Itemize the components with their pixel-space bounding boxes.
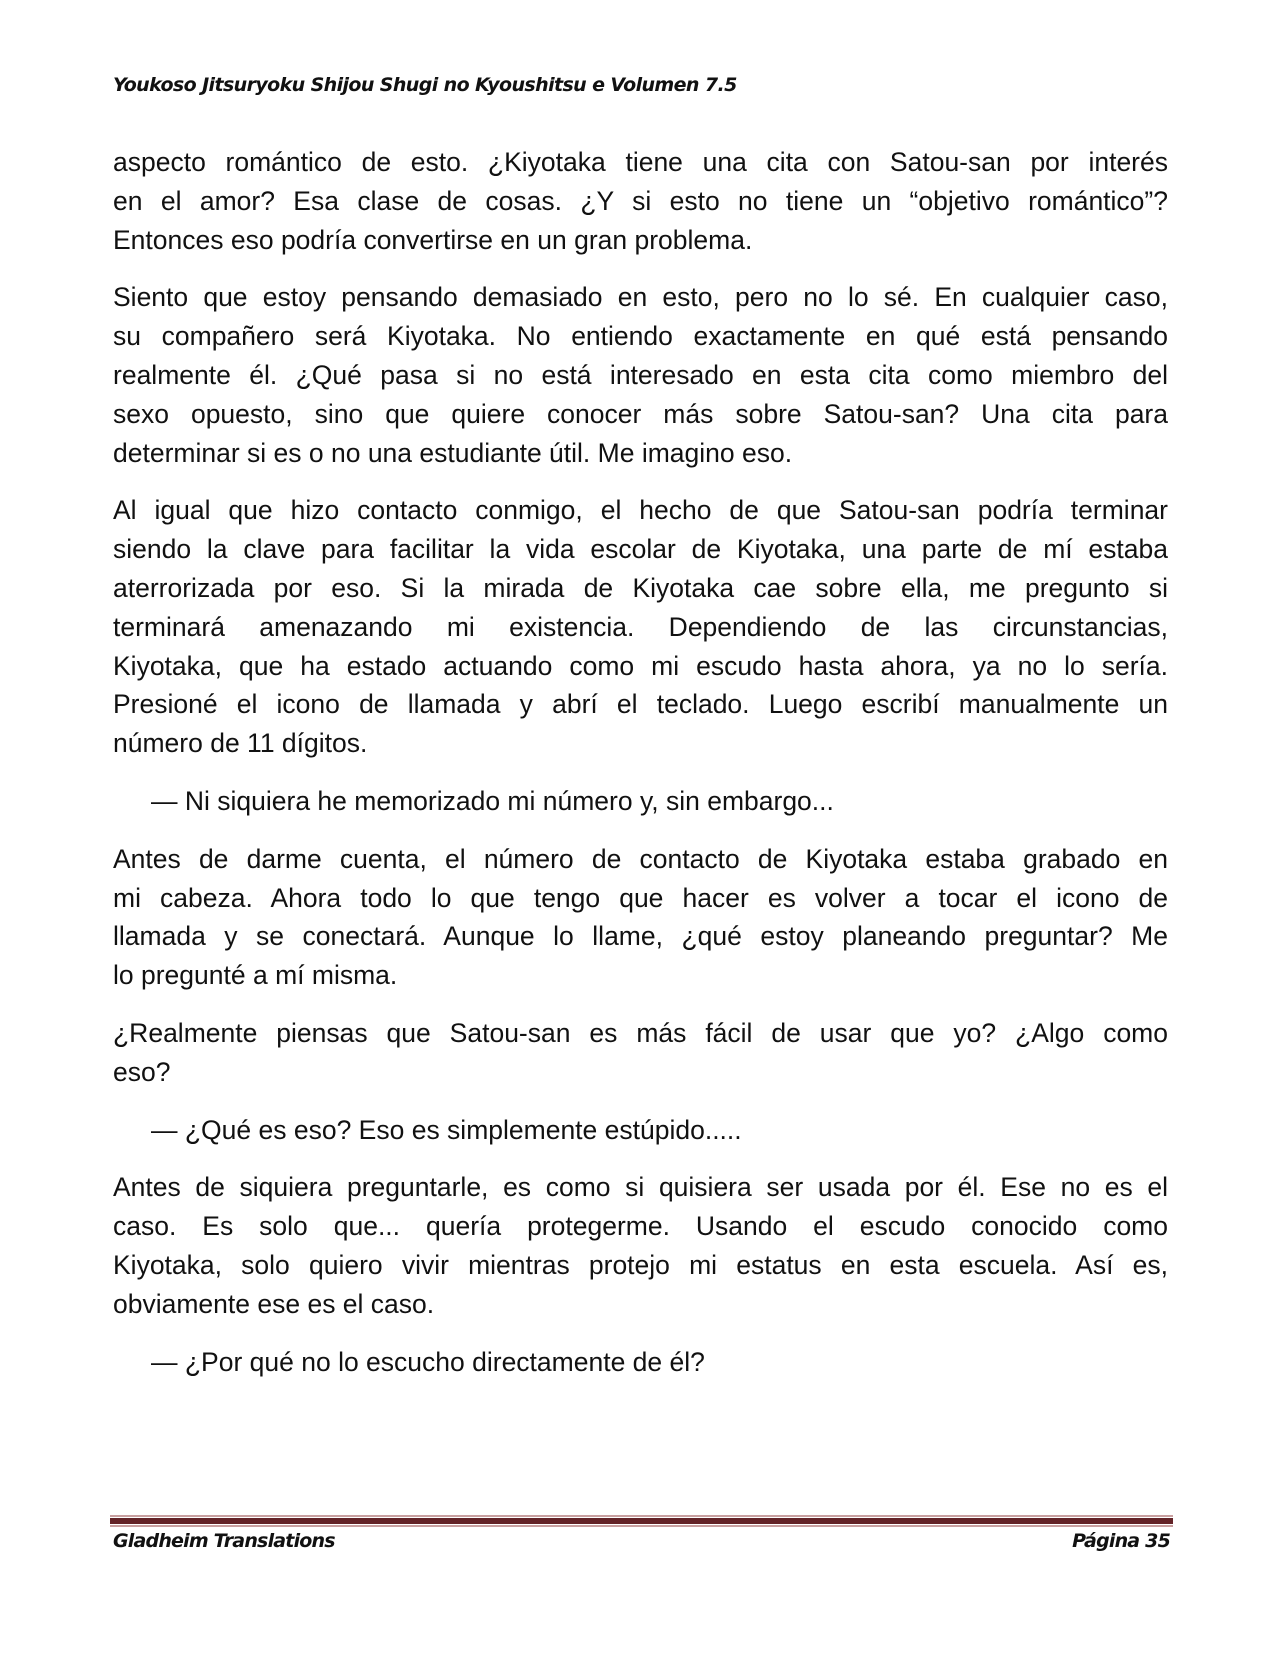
text-line: determinar si es o no una estudiante útil. Me imagino eso.: [113, 437, 793, 468]
text-line: — Ni siquiera he memorizado mi número y, sin embargo...: [151, 785, 834, 816]
text-line: Al igual que hizo contacto conmigo, el hecho de que Satou-san podría terminar: [113, 495, 1168, 526]
text-line: siendo la clave para facilitar la vida escolar de Kiyotaka, una parte de mí estaba: [113, 534, 1168, 565]
text-line: — ¿Por qué no lo escucho directamente de él?: [151, 1346, 705, 1377]
footer-publisher: Gladheim Translations: [113, 1530, 335, 1552]
text-line: llamada y se conectará. Aunque lo llame, ¿qué estoy planeando preguntar? Me: [113, 921, 1168, 952]
dialogue-line: [113, 782, 1168, 821]
paragraph: [113, 143, 1168, 259]
paragraph: [113, 840, 1168, 995]
text-line: ¿Realmente piensas que Satou-san es más fácil de usar que yo? ¿Algo como: [113, 1017, 1168, 1048]
text-line: aspecto romántico de esto. ¿Kiyotaka tiene una cita con Satou-san por interés: [113, 147, 1168, 177]
text-line: número de 11 dígitos.: [113, 728, 368, 759]
text-line: Presioné el icono de llamada y abrí el teclado. Luego escribí manualmente un: [113, 689, 1168, 720]
text-line: aterrorizada por eso. Si la mirada de Kiyotaka cae sobre ella, me pregunto si: [113, 572, 1168, 603]
paragraph: [113, 278, 1168, 472]
text-line: Antes de siquiera preguntarle, es como si quisiera ser usada por él. Ese no es el: [113, 1172, 1168, 1203]
text-line: realmente él. ¿Qué pasa si no está interesado en esta cita como miembro del: [113, 359, 1168, 390]
text-line: Siento que estoy pensando demasiado en esto, pero no lo sé. En cualquier caso,: [113, 282, 1168, 313]
text-line: lo pregunté a mí misma.: [113, 960, 398, 991]
dialogue-line: [113, 1343, 1168, 1382]
text-line: obviamente ese es el caso.: [113, 1288, 435, 1319]
paragraph: [113, 1168, 1168, 1323]
text-line: Entonces eso podría convertirse en un gran problema.: [113, 224, 753, 255]
paragraph: [113, 491, 1168, 763]
dialogue-line: [113, 1111, 1168, 1150]
running-header: Youkoso Jitsuryoku Shijou Shugi no Kyoushitsu e Volumen 7.5: [113, 74, 737, 96]
text-line: eso?: [113, 1056, 171, 1087]
footer-rule: [110, 1518, 1173, 1524]
text-line: su compañero será Kiyotaka. No entiendo exactamente en qué está pensando: [113, 321, 1168, 352]
footer-rule: [110, 1525, 1173, 1527]
text-line: caso. Es solo que... quería protegerme. Usando el escudo conocido como: [113, 1211, 1168, 1242]
text-line: sexo opuesto, sino que quiere conocer más sobre Satou-san? Una cita para: [113, 398, 1168, 429]
footer-rule: [110, 1515, 1173, 1517]
text-line: mi cabeza. Ahora todo lo que tengo que hacer es volver a tocar el icono de: [113, 882, 1168, 913]
page-body: [113, 143, 1168, 1400]
paragraph: [113, 1014, 1168, 1092]
text-line: en el amor? Esa clase de cosas. ¿Y si esto no tiene un “objetivo romántico”?: [113, 185, 1168, 216]
footer-page-number: Página 35: [1072, 1530, 1170, 1552]
text-line: Kiyotaka, solo quiero vivir mientras protejo mi estatus en esta escuela. Así es,: [113, 1249, 1168, 1280]
text-line: — ¿Qué es eso? Eso es simplemente estúpido.....: [151, 1114, 742, 1145]
text-line: Antes de darme cuenta, el número de contacto de Kiyotaka estaba grabado en: [113, 843, 1168, 874]
text-line: terminará amenazando mi existencia. Dependiendo de las circunstancias,: [113, 611, 1168, 642]
text-line: Kiyotaka, que ha estado actuando como mi escudo hasta ahora, ya no lo sería.: [113, 650, 1168, 681]
